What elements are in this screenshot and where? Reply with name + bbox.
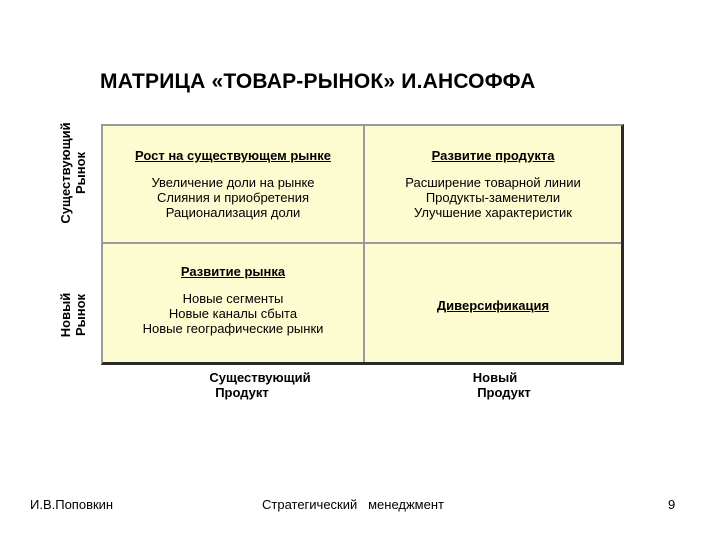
cell-product-development xyxy=(365,126,621,244)
column-label-line: Продукт xyxy=(215,385,269,400)
footer-subject: Стратегический менеджмент xyxy=(262,497,444,512)
ansoff-matrix xyxy=(101,124,624,365)
row-label-line: Рынок xyxy=(73,151,88,195)
cell-market-penetration xyxy=(103,126,365,244)
row-label-new-market xyxy=(58,255,88,375)
cell-item: Слияния и приобретения xyxy=(157,190,309,205)
row-label-line: Существующий xyxy=(58,122,73,224)
column-label-new-product xyxy=(450,370,550,400)
row-label-existing-market xyxy=(58,113,88,233)
cell-title: Развитие продукта xyxy=(431,148,555,163)
cell-item: Рационализация доли xyxy=(165,205,301,220)
cell-title: Развитие рынка xyxy=(180,264,286,279)
cell-item: Продукты-заменители xyxy=(425,190,561,205)
cell-title: Рост на существующем рынке xyxy=(135,148,331,163)
cell-item: Увеличение доли на рынке xyxy=(151,175,315,190)
column-label-existing-product xyxy=(195,370,325,400)
cell-item: Расширение товарной линии xyxy=(405,175,581,190)
cell-item: Улучшение характеристик xyxy=(414,205,572,220)
row-label-line: Рынок xyxy=(73,293,88,337)
slide-title: МАТРИЦА «ТОВАР-РЫНОК» И.АНСОФФА xyxy=(100,70,536,93)
cell-item: Новые каналы сбыта xyxy=(168,306,298,321)
column-label-line: Продукт xyxy=(477,385,531,400)
row-label-line: Новый xyxy=(58,292,73,338)
column-label-line: Новый xyxy=(472,370,518,385)
cell-market-development xyxy=(103,244,365,362)
column-label-line: Существующий xyxy=(209,370,311,385)
footer-page-number: 9 xyxy=(668,497,676,512)
cell-item: Новые географические рынки xyxy=(142,321,324,336)
cell-diversification xyxy=(365,244,621,362)
cell-title: Диверсификация xyxy=(436,298,550,313)
cell-item: Новые сегменты xyxy=(182,291,284,306)
footer-author: И.В.Поповкин xyxy=(30,497,114,512)
